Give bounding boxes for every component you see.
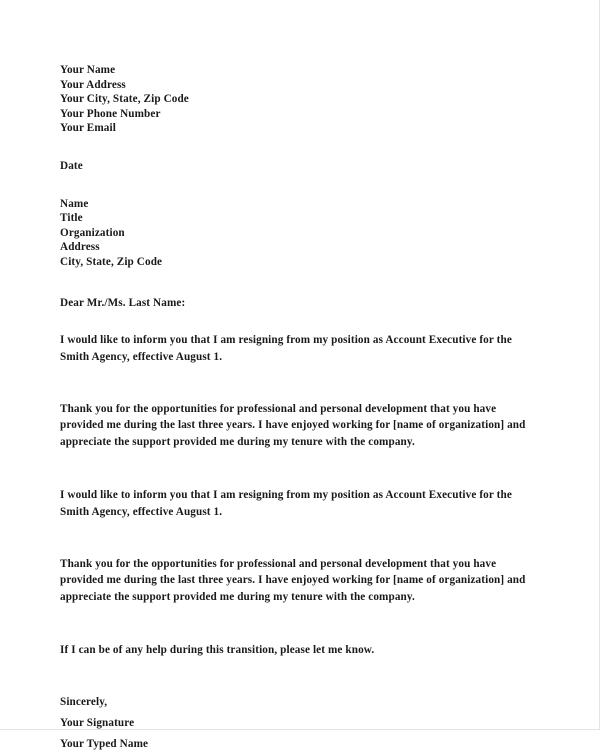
closing-salutation: Sincerely, [60,695,108,708]
body-paragraph-1: I would like to inform you that I am resigning from my position as Account Executive for the Smith Agency, effective August 1. [60,334,512,363]
date-block [60,159,538,174]
recipient-title: Title [60,212,83,225]
salutation-text: Dear Mr./Ms. Last Name: [60,296,186,309]
sender-address: Your Address [60,78,126,91]
recipient-organization: Organization [60,226,125,239]
sender-phone: Your Phone Number [60,107,161,120]
sender-email: Your Email [60,122,116,135]
sender-name: Your Name [60,64,116,76]
body-paragraph-5: If I can be of any help during this transition, please let me know. [60,644,375,657]
recipient-name: Name [60,197,89,210]
sender-address-block [60,63,538,136]
recipient-address-block [60,197,538,270]
letter-body [60,0,538,755]
sender-city-state-zip: Your City, State, Zip Code [60,93,189,106]
body-paragraph-3: I would like to inform you that I am resigning from my position as Account Executive for the Smith Agency, effective August 1. [60,489,512,518]
body-paragraph-4: Thank you for the opportunities for professional and personal development that you have provided me during the last three years. I have enjoyed working for [name of organization] and appreciate the support provided me during my tenure with the company. [60,557,526,603]
salutation-block [60,296,538,311]
date-label: Date [60,159,83,172]
body-paragraph-2: Thank you for the opportunities for professional and personal development that you have provided me during the last three years. I have enjoyed working for [name of organization] and appreciate the support provided me during my tenure with the company. [60,402,526,448]
recipient-city-state-zip: City, State, Zip Code [60,255,163,268]
signature-line: Your Signature [60,716,135,729]
recipient-address: Address [60,241,100,254]
closing-block [60,692,538,755]
typed-name-line: Your Typed Name [60,738,149,750]
